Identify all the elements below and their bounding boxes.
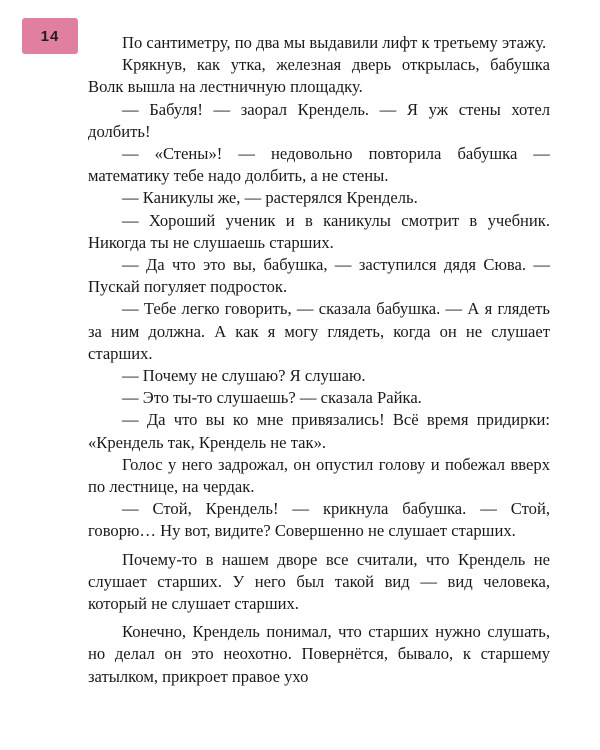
text-column [88, 32, 550, 688]
paragraph: — Почему не слушаю? Я слушаю. [122, 366, 366, 386]
paragraph: Конечно, Крендель понимал, что старших нужно слушать, но делал он это неохотно. Повернётся, бывало, к старшему затылком, прикроет правое ухо [88, 622, 550, 686]
paragraph: Почему-то в нашем дворе все считали, что Крендель не слушает старших. У него был такой вид — вид человека, который не слушает старших. [88, 549, 550, 614]
paragraph: Крякнув, как утка, железная дверь открылась, бабушка Волк вышла на лестничную площадку. [88, 55, 550, 97]
paragraph: По сантиметру, по два мы выдавили лифт к третьему этажу. [122, 33, 547, 52]
paragraph: — Каникулы же, — растерялся Крендель. [122, 188, 418, 208]
paragraph: — Бабуля! — заорал Крендель. — Я уж стены хотел долбить! [88, 99, 550, 141]
page-number-badge [22, 18, 78, 54]
paragraph: — Тебе легко говорить, — сказала бабушка. — А я глядеть за ним должна. А как я могу глядеть, когда он не слушает старших. [88, 299, 550, 363]
paragraph: — «Стены»! — недовольно повторила бабушка — математику тебе надо долбить, а не стены. [88, 144, 550, 186]
page-number: 14 [40, 27, 60, 45]
paragraph: — Стой, Крендель! — крикнула бабушка. — Стой, говорю… Ну вот, видите? Совершенно не слушает старших. [88, 499, 550, 541]
paragraph: — Хороший ученик и в каникулы смотрит в учебник. Никогда ты не слушаешь старших. [88, 210, 550, 252]
paragraph: Голос у него задрожал, он опустил голову и побежал вверх по лестнице, на чердак. [88, 454, 550, 497]
paragraph: — Да что это вы, бабушка, — заступился дядя Сюва. — Пускай погуляет подросток. [88, 255, 550, 297]
paragraph: — Да что вы ко мне привязались! Всё время придирки: «Крендель так, Крендель не так». [88, 410, 550, 452]
paragraph: — Это ты-то слушаешь? — сказала Райка. [122, 388, 422, 408]
